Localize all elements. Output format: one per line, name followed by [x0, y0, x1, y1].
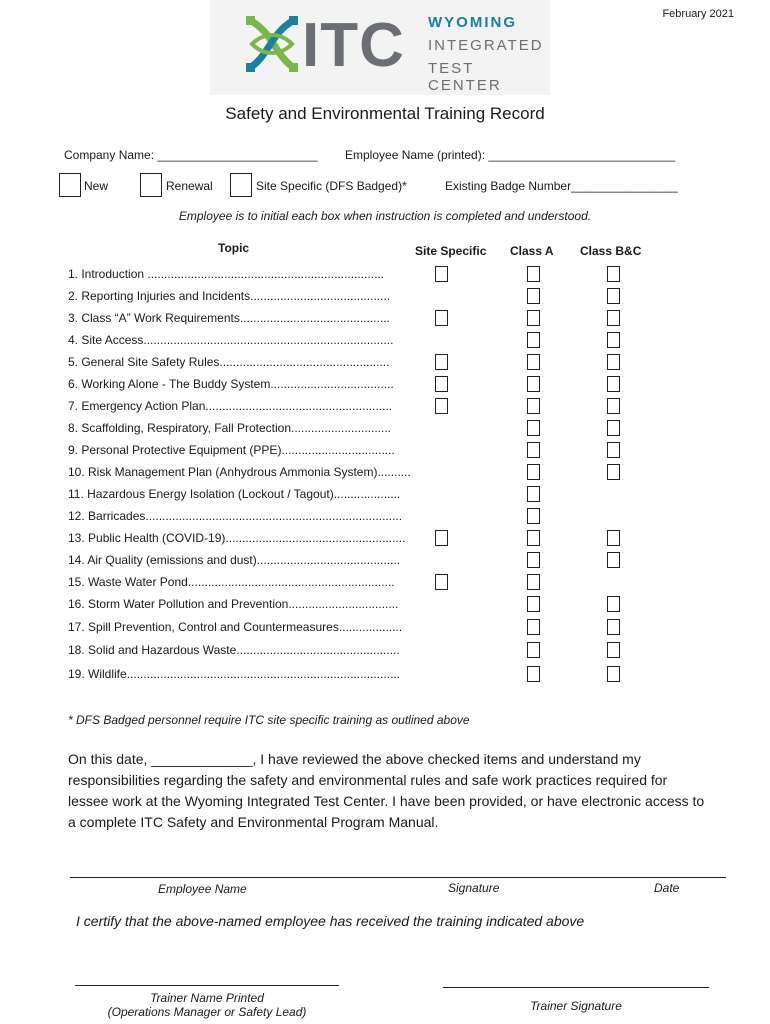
class-a-checkbox[interactable] — [527, 530, 540, 546]
existing-badge-number-field[interactable]: Existing Badge Number________________ — [445, 179, 678, 193]
class-a-checkbox[interactable] — [527, 552, 540, 568]
class-bc-checkbox[interactable] — [607, 666, 620, 682]
class-a-checkbox[interactable] — [527, 619, 540, 635]
class-a-checkbox[interactable] — [527, 508, 540, 524]
itc-logo-mark-icon — [244, 14, 300, 74]
itc-logo — [210, 0, 550, 95]
class-a-checkbox[interactable] — [527, 266, 540, 282]
topic-item: 16. Storm Water Pollution and Prevention................................. — [68, 597, 399, 611]
topic-item: 17. Spill Prevention, Control and Countermeasures................... — [68, 620, 403, 634]
instruction-text: Employee is to initial each box when instruction is completed and understood. — [178, 209, 592, 223]
class-bc-checkbox[interactable] — [607, 442, 620, 458]
trainer-name-line[interactable] — [75, 985, 339, 986]
signature-caption: Signature — [448, 881, 500, 895]
column-header-site-specific: Site Specific — [415, 244, 487, 258]
topic-item: 11. Hazardous Energy Isolation (Lockout / Tagout).................... — [68, 487, 401, 501]
topic-item: 4. Site Access........................................................................... — [68, 333, 394, 347]
acknowledgement-paragraph: On this date, _____________, I have reviewed the above checked items and understand my responsibilities regarding the safety and environmental rules and safe work practices required for lessee work at the Wyoming Integrated Test Center. I have been provided, or have electronic access to a complete ITC Safety and Environmental Program Manual. — [68, 751, 705, 830]
class-bc-checkbox[interactable] — [607, 266, 620, 282]
site-specific-checkbox[interactable] — [435, 310, 448, 326]
page-title: Safety and Environmental Training Record — [225, 104, 545, 123]
class-a-checkbox[interactable] — [527, 666, 540, 682]
class-a-checkbox[interactable] — [527, 398, 540, 414]
class-bc-checkbox[interactable] — [607, 398, 620, 414]
employee-signature-line[interactable] — [70, 877, 726, 878]
trainer-name-caption — [75, 991, 339, 1019]
topic-item: 14. Air Quality (emissions and dust)........................................... — [68, 553, 401, 567]
logo-line-test-center: TEST CENTER — [428, 60, 502, 94]
new-checkbox[interactable] — [59, 173, 81, 197]
topic-item: 7. Emergency Action Plan........................................................ — [68, 399, 393, 413]
topic-item: 3. Class “A” Work Requirements............................................. — [68, 311, 390, 325]
class-a-checkbox[interactable] — [527, 288, 540, 304]
class-a-checkbox[interactable] — [527, 464, 540, 480]
class-bc-checkbox[interactable] — [607, 288, 620, 304]
class-bc-checkbox[interactable] — [607, 420, 620, 436]
class-bc-checkbox[interactable] — [607, 530, 620, 546]
topic-item: 9. Personal Protective Equipment (PPE).................................. — [68, 443, 395, 457]
site-specific-checkbox[interactable] — [230, 173, 252, 197]
document-date: February 2021 — [662, 8, 734, 20]
topic-item: 15. Waste Water Pond.............................................................. — [68, 575, 395, 589]
class-bc-checkbox[interactable] — [607, 310, 620, 326]
class-a-checkbox[interactable] — [527, 376, 540, 392]
footnote: * DFS Badged personnel require ITC site specific training as outlined above — [68, 713, 470, 727]
topic-item: 1. Introduction ....................................................................... — [68, 267, 385, 281]
topic-item: 2. Reporting Injuries and Incidents.......................................... — [68, 289, 391, 303]
class-a-checkbox[interactable] — [527, 486, 540, 502]
new-label: New — [84, 179, 109, 193]
topic-item: 5. General Site Safety Rules................................................... — [68, 355, 390, 369]
topic-item: 18. Solid and Hazardous Waste................................................. — [68, 643, 400, 657]
renewal-checkbox[interactable] — [140, 173, 162, 197]
topic-item: 10. Risk Management Plan (Anhydrous Ammonia System).......... — [68, 465, 411, 479]
class-a-checkbox[interactable] — [527, 442, 540, 458]
employee-name-field[interactable]: Employee Name (printed): ____________________________ — [345, 148, 676, 162]
class-bc-checkbox[interactable] — [607, 332, 620, 348]
column-header-class-bc: Class B&C — [580, 244, 642, 258]
site-specific-label: Site Specific (DFS Badged)* — [256, 179, 407, 193]
column-header-topic: Topic — [218, 241, 250, 255]
trainer-signature-line[interactable] — [443, 987, 709, 988]
class-bc-checkbox[interactable] — [607, 464, 620, 480]
site-specific-checkbox[interactable] — [435, 398, 448, 414]
class-bc-checkbox[interactable] — [607, 642, 620, 658]
logo-itc-text: ITC — [302, 11, 405, 80]
certification-statement: I certify that the above-named employee has received the training indicated above — [76, 913, 585, 929]
class-bc-checkbox[interactable] — [607, 354, 620, 370]
topic-item: 6. Working Alone - The Buddy System..................................... — [68, 377, 394, 391]
site-specific-checkbox[interactable] — [435, 266, 448, 282]
class-a-checkbox[interactable] — [527, 574, 540, 590]
class-a-checkbox[interactable] — [527, 354, 540, 370]
renewal-label: Renewal — [166, 179, 213, 193]
trainer-name-caption-line2: (Operations Manager or Safety Lead) — [107, 1005, 307, 1019]
employee-name-caption: Employee Name — [158, 882, 247, 896]
site-specific-checkbox[interactable] — [435, 530, 448, 546]
site-specific-checkbox[interactable] — [435, 354, 448, 370]
class-a-checkbox[interactable] — [527, 420, 540, 436]
topic-item: 8. Scaffolding, Respiratory, Fall Protection.............................. — [68, 421, 392, 435]
logo-line-wyoming: WYOMING — [428, 14, 517, 31]
class-a-checkbox[interactable] — [527, 332, 540, 348]
trainer-name-caption-line1: Trainer Name Printed — [150, 991, 264, 1005]
class-bc-checkbox[interactable] — [607, 376, 620, 392]
site-specific-checkbox[interactable] — [435, 376, 448, 392]
class-bc-checkbox[interactable] — [607, 596, 620, 612]
logo-line-integrated: INTEGRATED — [428, 37, 544, 54]
company-name-field[interactable]: Company Name: ________________________ — [64, 148, 318, 162]
class-a-checkbox[interactable] — [527, 310, 540, 326]
topic-item: 13. Public Health (COVID-19)...................................................... — [68, 531, 406, 545]
topic-item: 19. Wildlife.................................................................................. — [68, 667, 401, 681]
column-header-class-a: Class A — [510, 244, 554, 258]
site-specific-checkbox[interactable] — [435, 574, 448, 590]
date-caption: Date — [654, 881, 680, 895]
class-a-checkbox[interactable] — [527, 596, 540, 612]
trainer-signature-caption: Trainer Signature — [530, 999, 622, 1013]
topic-item: 12. Barricades............................................................................. — [68, 509, 403, 523]
class-a-checkbox[interactable] — [527, 642, 540, 658]
class-bc-checkbox[interactable] — [607, 619, 620, 635]
class-bc-checkbox[interactable] — [607, 552, 620, 568]
